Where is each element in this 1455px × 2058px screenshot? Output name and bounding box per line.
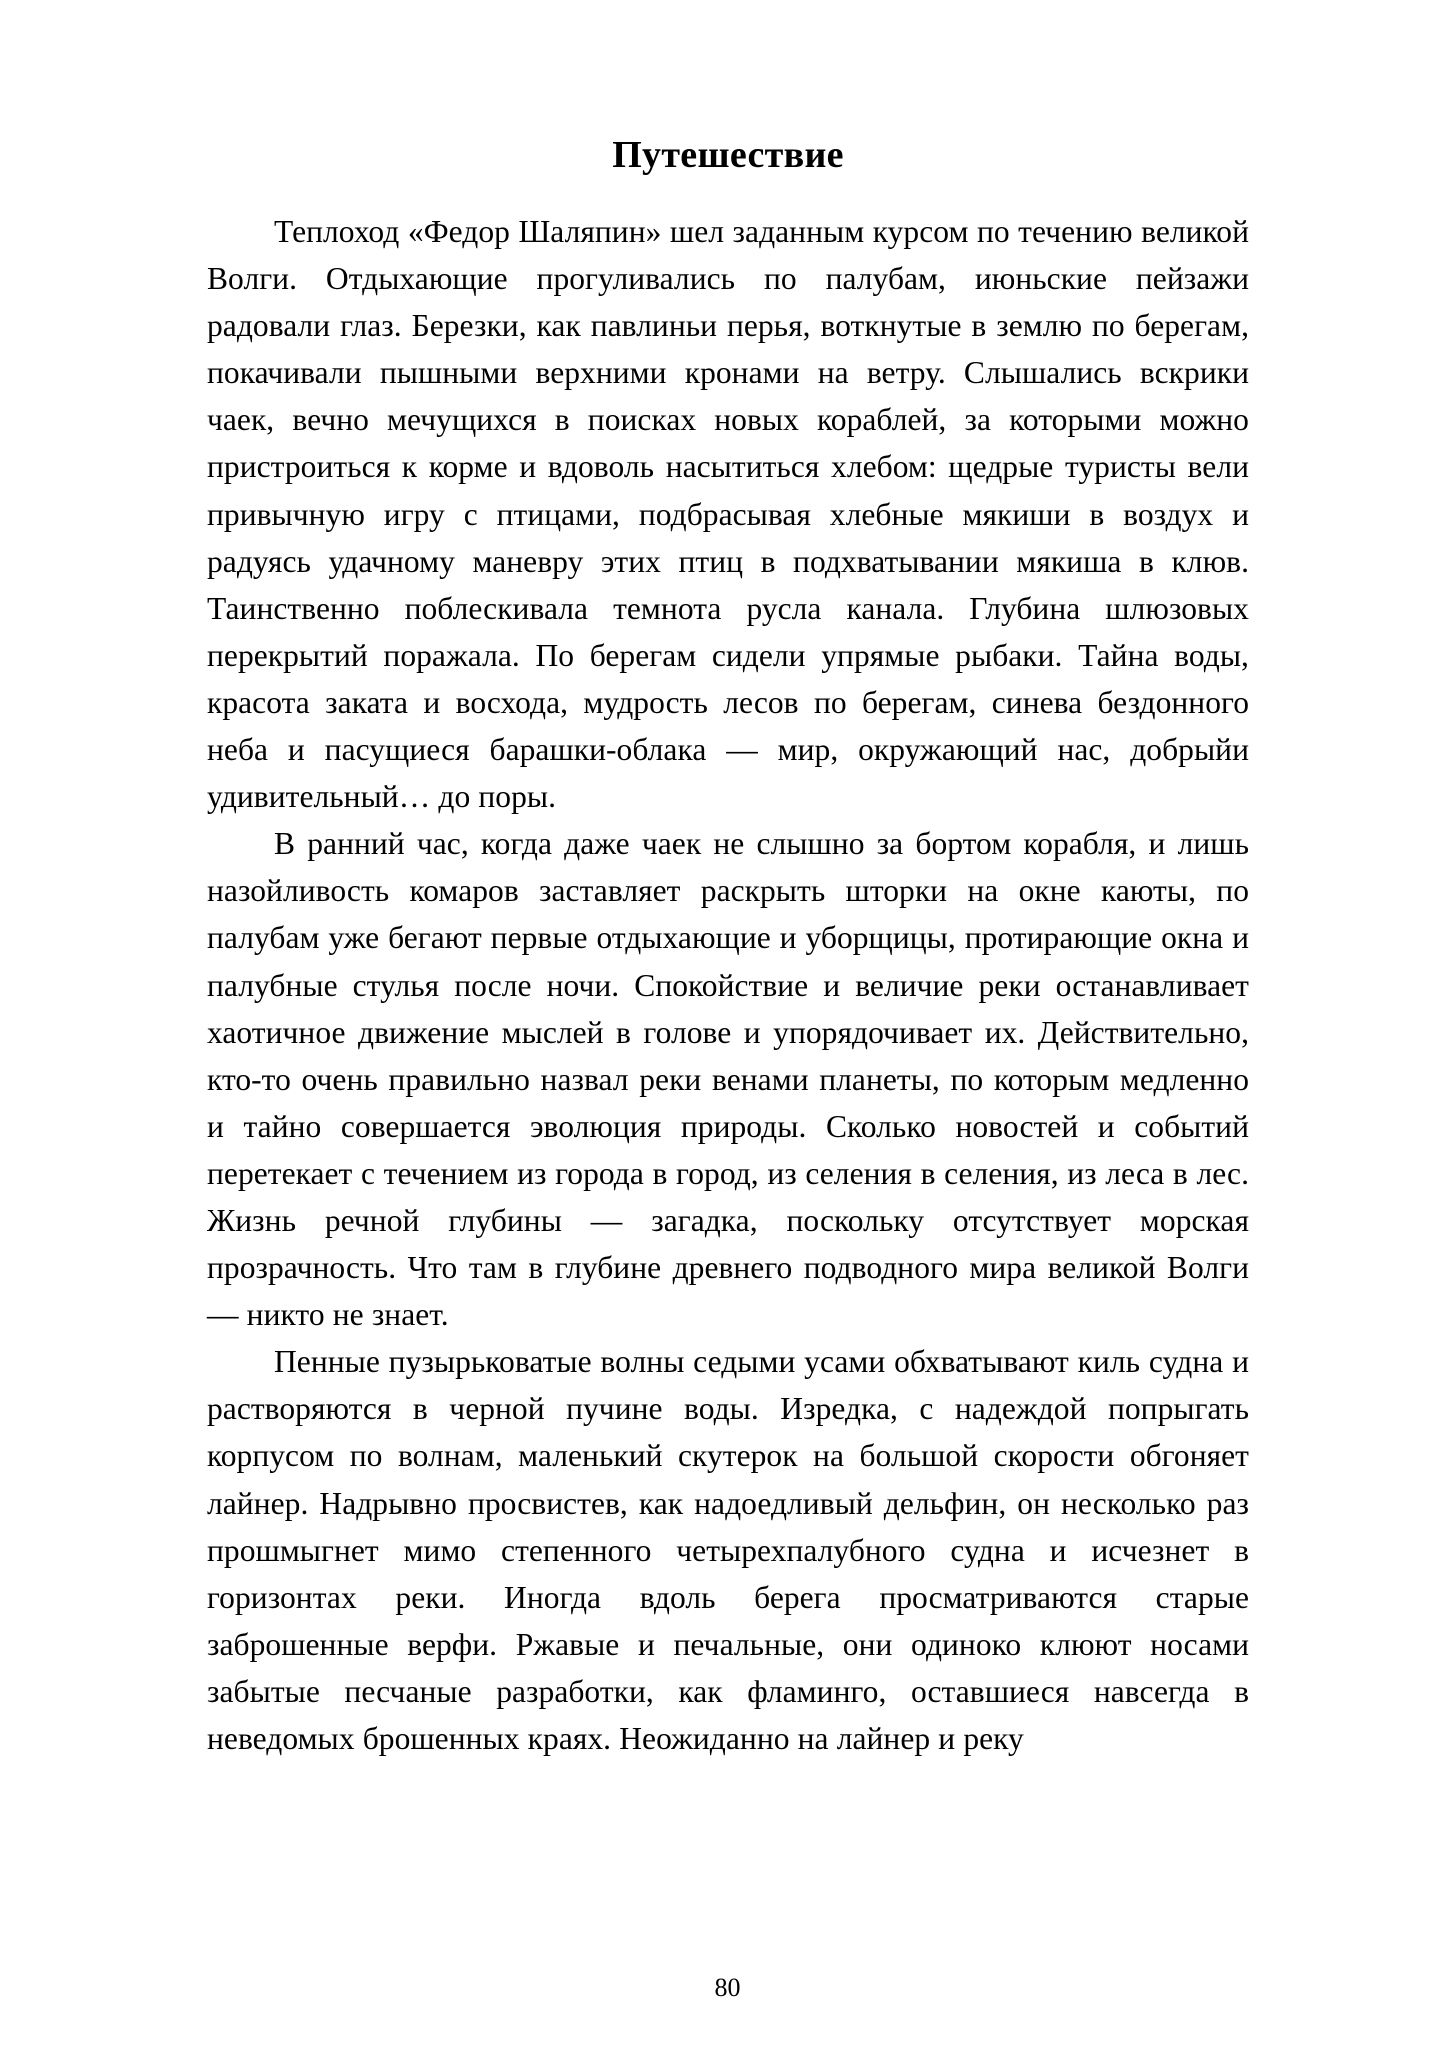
body-text bbox=[207, 174, 1249, 1762]
paragraph-3: Пенные пузырьковатые волны седыми усами обхватывают киль судна и растворяются в черной пучине воды. Изредка, с надеждой попрыгать корпусом по волнам, маленький скутерок на большой скорости обгоняет лайнер. Надрывно просвистев, как надоедливый дельфин, он несколько раз прошмыгнет мимо степенного четырехпалубного судна и исчезнет в горизонтах реки. Иногда вдоль берега просматриваются старые заброшенные верфи. Ржавые и печальные, они одиноко клюют носами забытые песчаные разработки, как фламинго, оставшиеся навсегда в неведомых брошенных краях. Неожиданно на лайнер и реку bbox=[207, 1344, 1249, 1756]
paragraph-1: Теплоход «Федор Шаляпин» шел заданным курсом по течению великой Волги. Отдыхающие прогуливались по палубам, июньские пейзажи радовали глаз. Березки, как павлиньи перья, воткнутые в землю по берегам, покачивали пышными верхними кронами на ветру. Слышались вскрики чаек, вечно мечущихся в поисках новых кораблей, за которыми можно пристроиться к корме и вдоволь насытиться хлебом: щедрые туристы вели привычную игру с птицами, подбрасывая хлебные мякиши в воздух и радуясь удачному маневру этих птиц в подхватывании мякиша в клюв. Таинственно поблескивала темнота русла канала. Глубина шлюзовых перекрытий поражала. По берегам сидели упрямые рыбаки. Тайна воды, красота заката и восхода, мудрость лесов по берегам, синева бездонного неба и пасущиеся барашки-облака — мир, окружающий нас, добрыйи удивительный… до поры. bbox=[207, 214, 1249, 815]
page-number: 80 bbox=[714, 1973, 741, 2002]
paragraph-2: В ранний час, когда даже чаек не слышно за бортом корабля, и лишь назойливость комаров заставляет раскрыть шторки на окне каюты, по палубам уже бегают первые отдыхающие и уборщицы, протирающие окна и палубные стулья после ночи. Спокойствие и величие реки останавливает хаотичное движение мыслей в голове и упорядочивает их. Действительно, кто-то очень правильно назвал реки венами планеты, по которым медленно и тайно совершается эволюция природы. Сколько новостей и событий перетекает с течением из города в город, из селения в селения, из леса в лес. Жизнь речной глубины — загадка, поскольку отсутствует морская прозрачность. Что там в глубине древнего подводного мира великой Волги — никто не знает. bbox=[207, 826, 1249, 1333]
page-title: Путешествие bbox=[612, 134, 844, 176]
page-content bbox=[207, 0, 1249, 1762]
